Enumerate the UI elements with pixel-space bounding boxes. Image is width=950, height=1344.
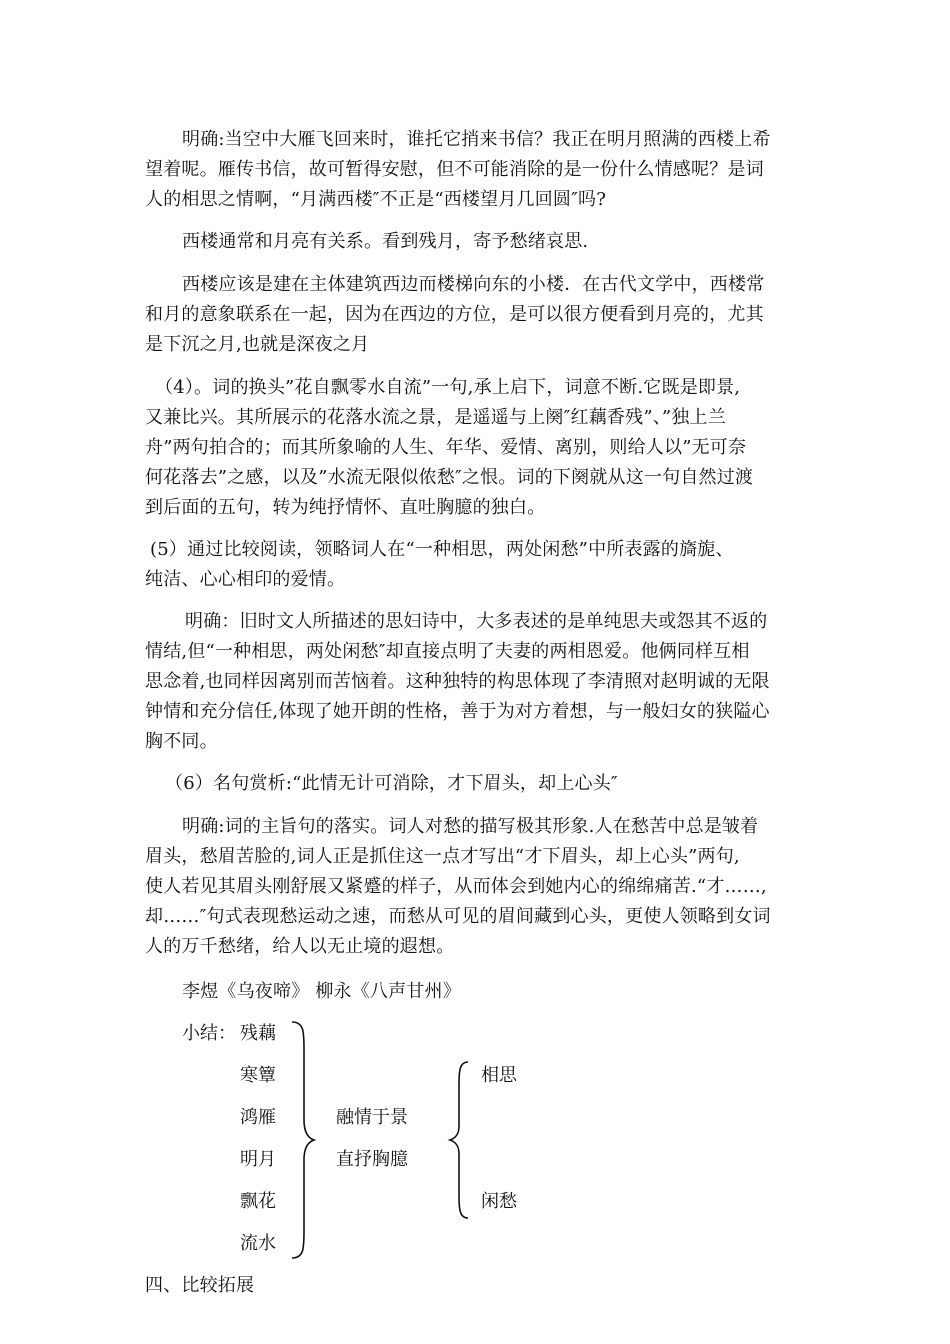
summary-image-item: 寒簟 [240, 1065, 276, 1086]
summary-theme-item: 闲愁 [481, 1191, 517, 1212]
paragraph-line: 西楼通常和月亮有关系。看到残月，寄予愁绪哀思. [182, 231, 589, 252]
paragraph-line: 舟”两句拍合的；而其所象喻的人生、年华、爱情、离别，则给人以”无可奈 [145, 437, 747, 458]
paragraph-line: 思念着,也同样因离别而苦恼着。这种独特的构思体现了李清照对赵明诚的无限 [145, 671, 770, 692]
paragraph-line: 到后面的五句，转为纯抒情怀、直吐胸臆的独白。 [145, 497, 546, 518]
paragraph-line: 何花落去”之感，以及”水流无限似侬愁″之恨。词的下阕就从这一句自然过渡 [145, 467, 754, 488]
paragraph-line: 胸不同。 [145, 731, 218, 752]
paragraph-line: 钟情和充分信任,体现了她开朗的性格，善于为对方着想，与一般妇女的狭隘心 [145, 701, 770, 722]
paragraph-line: 李煜《乌夜啼》 柳永《八声甘州》 [182, 981, 461, 1002]
paragraph-line: 纯洁、心心相印的爱情。 [145, 569, 346, 590]
section-heading: 四、比较拓展 [145, 1275, 255, 1296]
paragraph-line: 是下沉之月,也就是深夜之月 [145, 334, 370, 355]
paragraph-line: 明确:当空中大雁飞回来时，谁托它捎来书信？我正在明月照满的西楼上希 [182, 129, 771, 150]
paragraph-line: (5）通过比较阅读，领略词人在“一种相思，两处闲愁”中所表露的旖旎、 [150, 539, 734, 560]
summary-image-item: 残藕 [240, 1023, 276, 1044]
paragraph-line: （4）。词的换头”花自飘零水自流”一句,承上启下，词意不断.它既是即景, [155, 377, 741, 398]
summary-image-item: 鸿雁 [240, 1107, 276, 1128]
paragraph-line: 西楼应该是建在主体建筑西边而楼梯向东的小楼．在古代文学中，西楼常 [182, 274, 765, 295]
paragraph-line: （6）名句赏析:“此情无计可消除，才下眉头，却上心头″ [165, 773, 618, 794]
paragraph-line: 明确：旧时文人所描述的思妇诗中，大多表述的是单纯思夫或怨其不返的 [185, 611, 768, 632]
paragraph-line: 却……″句式表现愁运动之速，而愁从可见的眉间藏到心头，更使人领略到女词 [145, 906, 771, 927]
paragraph-line: 望着呢。雁传书信，故可暂得安慰，但不可能消除的是一份什么情感呢？是词 [145, 159, 764, 180]
left-brace-icon [448, 1060, 470, 1220]
summary-method-item: 直抒胸臆 [336, 1149, 408, 1170]
summary-image-item: 流水 [240, 1233, 276, 1254]
summary-method-item: 融情于景 [336, 1107, 408, 1128]
paragraph-line: 人的相思之情啊，“月满西楼″不正是“西楼望月几回圆″吗? [145, 189, 607, 210]
paragraph-line: 眉头，愁眉苦脸的,词人正是抓住这一点才写出“才下眉头，却上心头”两句, [145, 846, 740, 867]
paragraph-line: 明确:词的主旨句的落实。词人对愁的描写极其形象.人在愁苦中总是皱着 [182, 816, 759, 837]
right-brace-icon [288, 1020, 316, 1260]
summary-image-item: 明月 [240, 1149, 276, 1170]
paragraph-line: 和月的意象联系在一起，因为在西边的方位，是可以很方便看到月亮的，尤其 [145, 304, 764, 325]
summary-theme-item: 相思 [481, 1065, 517, 1086]
paragraph-line: 使人若见其眉头刚舒展又紧蹙的样子，从而体会到她内心的绵绵痛苦.“才……, [145, 876, 767, 897]
paragraph-line: 又兼比兴。其所展示的花落水流之景，是遥遥与上阕″红藕香残”、”独上兰 [145, 407, 726, 428]
summary-label: 小结： [182, 1023, 236, 1044]
paragraph-line: 情结,但“一种相思，两处闲愁″却直接点明了夫妻的两相恩爱。他俩同样互相 [145, 641, 750, 662]
paragraph-line: 人的万千愁绪，给人以无止境的遐想。 [145, 936, 455, 957]
summary-image-item: 飘花 [240, 1191, 276, 1212]
